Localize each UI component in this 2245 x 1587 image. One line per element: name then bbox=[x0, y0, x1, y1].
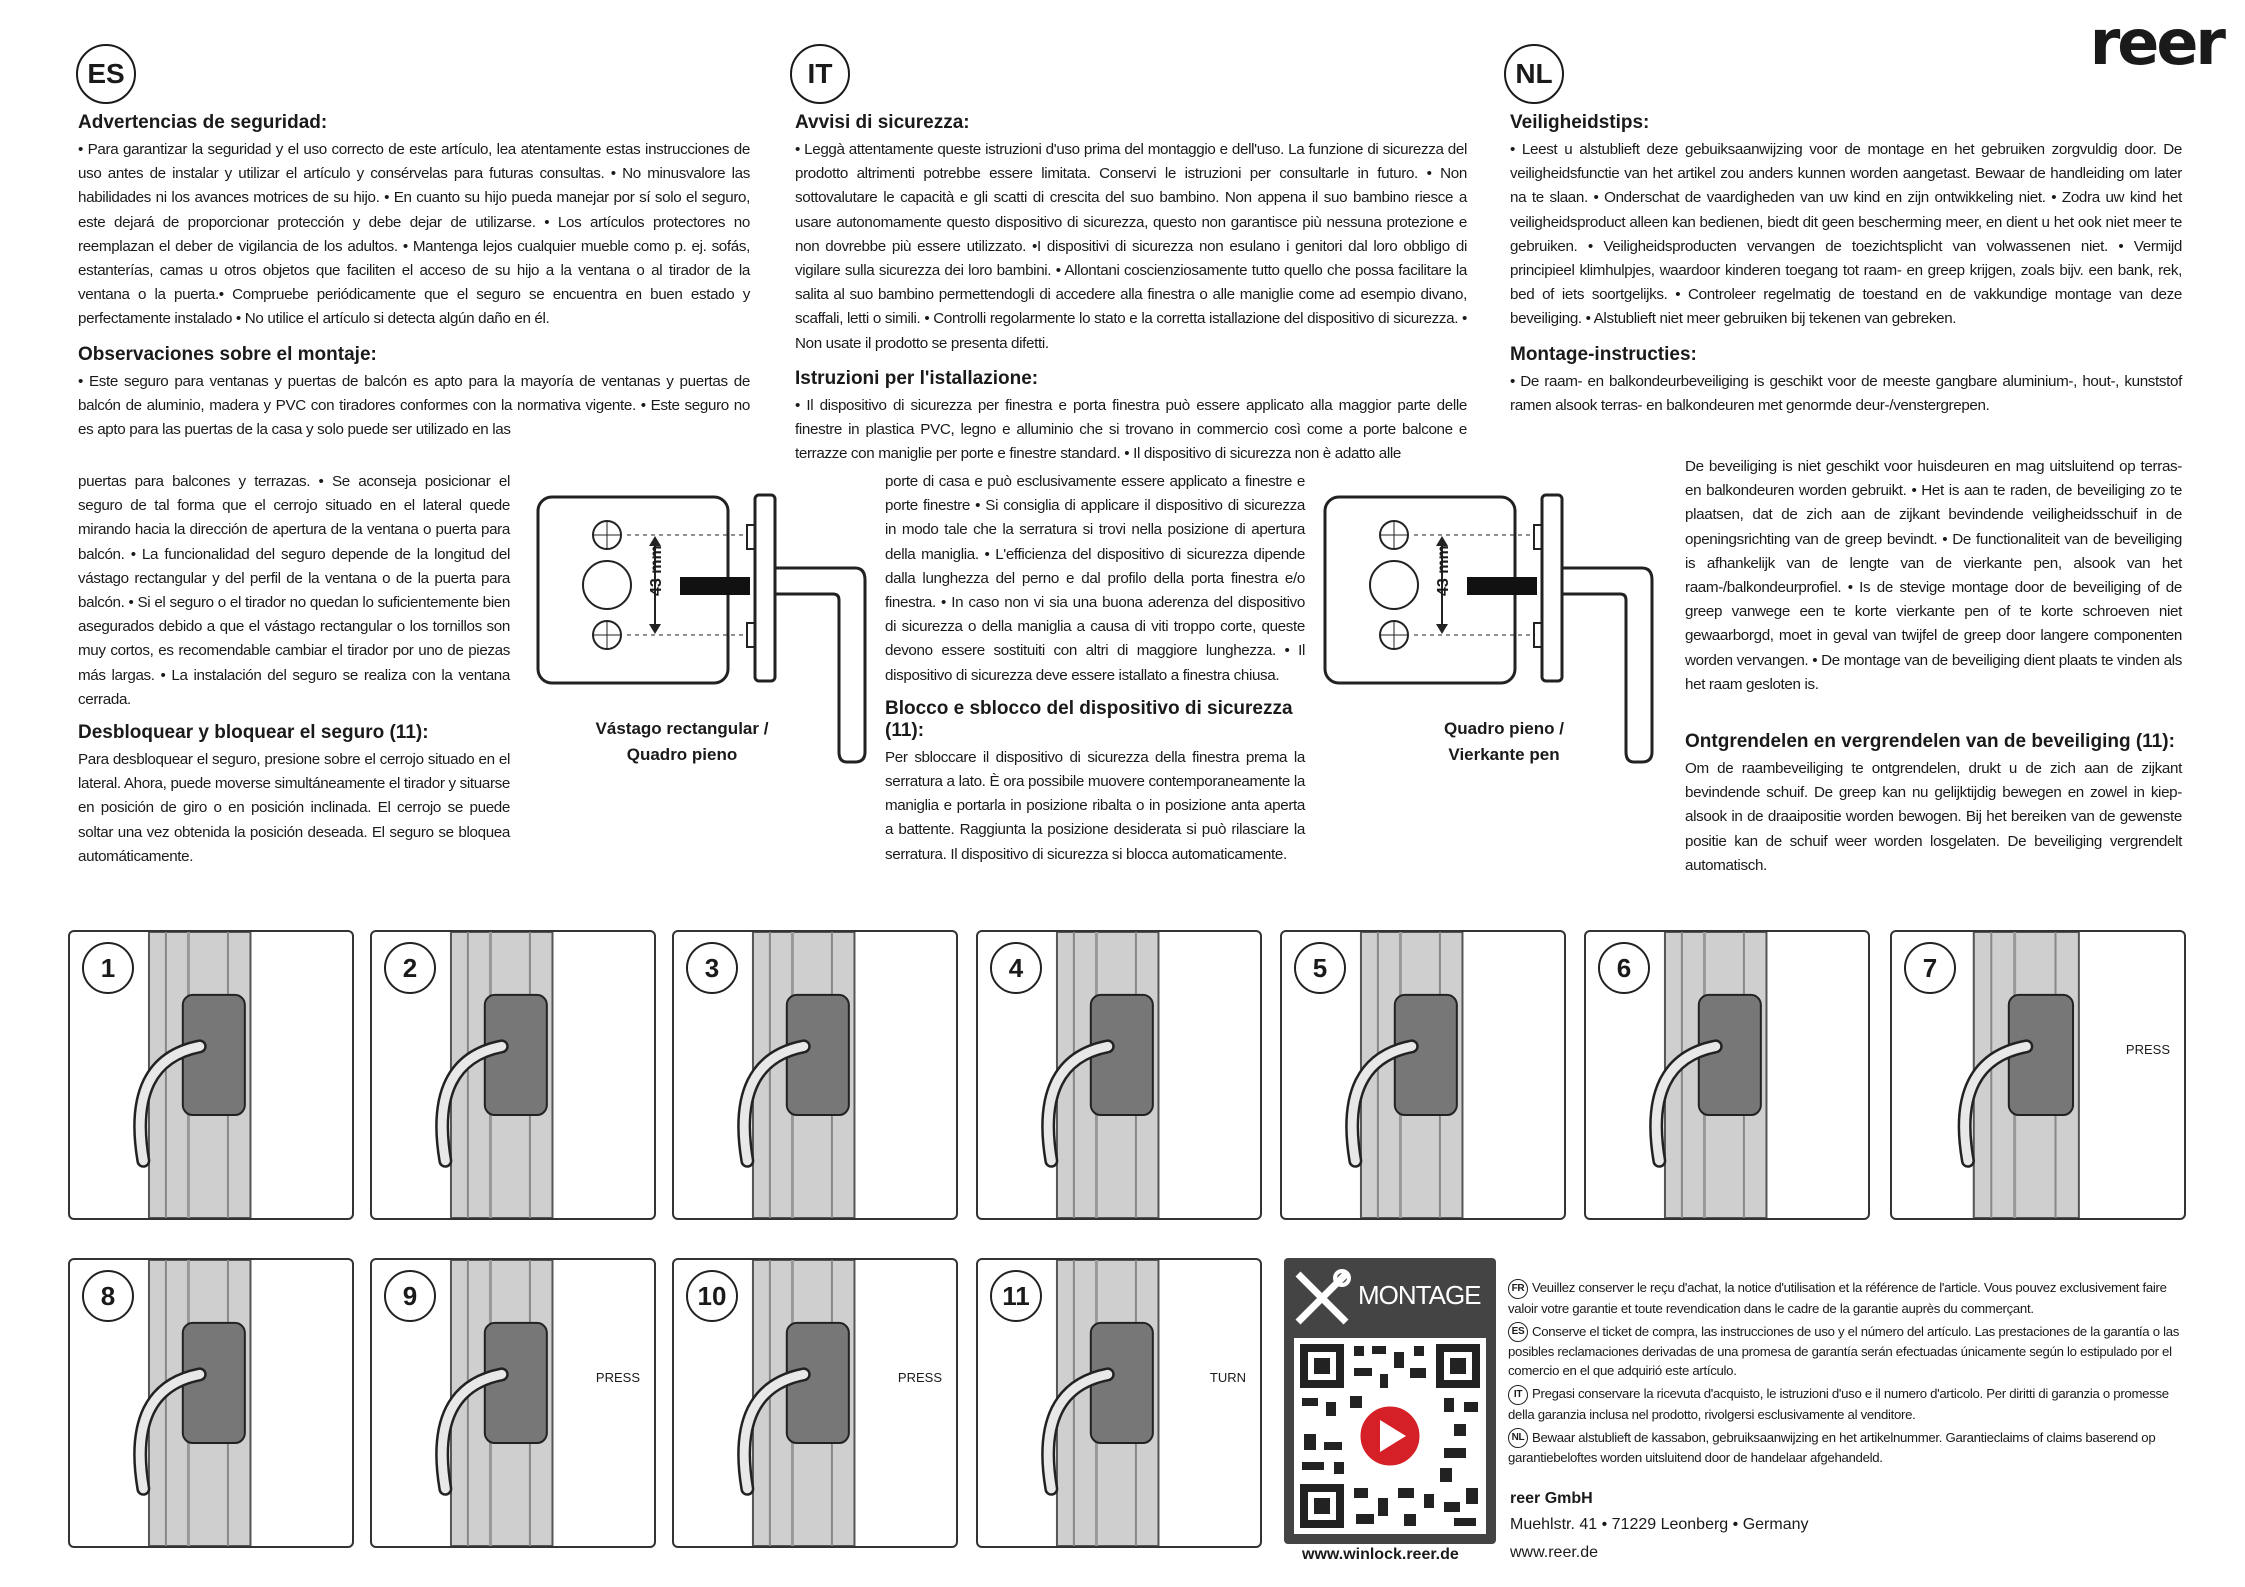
step-panel-10 bbox=[672, 1258, 958, 1548]
montage-url[interactable]: www.winlock.reer.de bbox=[1302, 1546, 1459, 1563]
it-text-install-a: • Il dispositivo di sicurezza per finestra e porta finestra può essere applicato alla maggior parte delle finestre in plastica PVC, legno e alluminio che si trovano in commercio così come a porte balcone e terrazze con maniglie per porte e finestre standard. • Il dispositivo di sicurezza non è adatto alle bbox=[795, 396, 1467, 463]
nl-text-safety: • Leest u alstublieft deze gebuiksaanwijzing voor de montage en het gebruiken zorgvuldig door. De veiligheidsfunctie van het artikel zou anders kunnen worden aangetast. Bewaar de handleiding om later na te slaan. • Onderschat de vaardigheden van uw kind en zijn ontwikkeling niet. • Zodra uw kind het veiligheidsproduct alleen kan bedienen, biedt dit geen bescherming meer, en dient u het ook niet meer te gebruiken. • Veiligheidsproducten vervangen de toezichtsplicht van volwassenen niet. • Vermijd principieel klimhulpjes, waardoor kinderen toegang tot raam- en greep krijgen, zoals bijv. een bank, rek, bed of iets soortgelijks. • Controleer regelmatig de toestand en de vakkundige montage van deze beveiliging. • Alstublieft niet meer gebruiken bij tekenen van gebreken. bbox=[1510, 141, 2182, 328]
step-panel-3 bbox=[672, 930, 958, 1220]
step-panel-2 bbox=[370, 930, 656, 1220]
nl-column bbox=[1510, 112, 2182, 418]
company-website[interactable]: www.reer.de bbox=[1510, 1544, 1599, 1561]
step-number-11: 11 bbox=[990, 1270, 1042, 1322]
nl-heading-safety: Veiligheidstips: bbox=[1510, 112, 1650, 133]
nl-text-mounting-a: • De raam- en balkondeurbeveiliging is geschikt voor de meeste gangbare aluminium-, hout-, kunststof ramen alsook terras- en balkondeuren met genormde deur-/venstergrepen. bbox=[1510, 372, 2182, 414]
step-number-3: 3 bbox=[686, 942, 738, 994]
step-panel-9 bbox=[370, 1258, 656, 1548]
step-number-4: 4 bbox=[990, 942, 1042, 994]
es-text-lock: Para desbloquear el seguro, presione sobre el cerrojo situado en el lateral. Ahora, puede moverse simultáneamente el tirador y situarse en posición de giro o en posición inclinada. El cerrojo se puede soltar una vez obtenida la posición deseada. El seguro se bloquea automáticamente. bbox=[78, 751, 510, 865]
company-address: Muehlstr. 41 • 71229 Leonberg • Germany bbox=[1510, 1516, 1809, 1533]
dimension-label-1: 43 mm bbox=[648, 545, 665, 596]
step-panel-8 bbox=[68, 1258, 354, 1548]
es-column-narrow bbox=[78, 470, 510, 869]
warranty-nl: Bewaar alstublieft de kassabon, gebruiksaanwijzing en het artikelnummer. Garantieclaims of claims baserend op garantiebeloftes worden uitsluitend door de handelaar afgehandeld. bbox=[1508, 1429, 2156, 1466]
caption-es-1: Vástago rectangular / bbox=[595, 719, 769, 738]
nl-heading-lock: Ontgrendelen en vergrendelen van de beveiliging (11): bbox=[1685, 731, 2175, 753]
it-text-safety: • Leggà attentamente queste istruzioni d'uso prima del montaggio e dell'uso. La funzione di sicurezza del prodotto altrimenti potrebbe essere limitata. Conservi le istruzioni per consultarle in futuro. • Non sottovalutare le capacità e gli scatti di crescita del suo bambino. Non appena il suo bambino riesce a usare autonomamente questo dispositivo di sicurezza, questo non garantisce più nessuna protezione e non dovrebbe più essere utilizzato. •I dispositivi di sicurezza non esulano i genitori dal loro obbligo di vigilare sulla sicurezza dei loro bambini. • Allontani coscienziosamente tutto quello che possa facilitare la salita al suo bambino permettendogli di accedere alla finestra o alle maniglie come ad esempio divano, scaffali, letti o simili. • Controlli regolarmente lo stato e la corretta istallazione del dispositivo di sicurezza. • Non usate il prodotto se presenta difetti. bbox=[795, 141, 1467, 352]
lang-badge-it: IT bbox=[790, 44, 850, 104]
qr-code[interactable] bbox=[1294, 1338, 1486, 1534]
step-number-5: 5 bbox=[1294, 942, 1346, 994]
step-number-8: 8 bbox=[82, 1270, 134, 1322]
it-column bbox=[795, 112, 1467, 466]
step-panel-7 bbox=[1890, 930, 2186, 1220]
it-column-narrow bbox=[885, 470, 1305, 867]
step-panel-11 bbox=[976, 1258, 1262, 1548]
lang-badge-nl: NL bbox=[1504, 44, 1564, 104]
montage-qr-block[interactable] bbox=[1284, 1258, 1496, 1544]
step-panel-6 bbox=[1584, 930, 1870, 1220]
es-heading-mounting: Observaciones sobre el montaje: bbox=[78, 343, 377, 365]
step-panel-1 bbox=[68, 930, 354, 1220]
warranty-fr: Veuillez conserver le reçu d'achat, la notice d'utilisation et la référence de l'article. Vous pouvez exclusivement faire valoir votre garantie et toute revendication dans le cadre de la garantie auprès du commerçant. bbox=[1508, 1280, 2167, 1316]
step-number-6: 6 bbox=[1598, 942, 1650, 994]
lang-badge-es: ES bbox=[76, 44, 136, 104]
it-text-install-b: porte di casa e può esclusivamente essere applicato a finestre e porte finestre • Si consiglia di applicare il dispositivo di sicurezza in modo tale che la serratura si trovi nella posizione di apertura della maniglia. • L'efficienza del dispositivo di sicurezza dipende dalla lunghezza del perno e dal profilo della porta finestra e/o finestra. • In caso non vi sia una buona aderenza del dispositivo di sicurezza o della maniglia a causa di viti troppo corte, queste devono essere sostituiti con altri di maggiore lunghezza. • Il dispositivo di sicurezza deve essere istallato a finestra chiusa. bbox=[885, 473, 1305, 684]
step-number-9: 9 bbox=[384, 1270, 436, 1322]
turn-label: TURN bbox=[1209, 1370, 1246, 1385]
tools-icon bbox=[1292, 1268, 1352, 1328]
warranty-it: Pregasi conservare la ricevuta d'acquisto, le istruzioni d'uso e il numero d'articolo. Per diritti di garanzia o promesse della garanzia inclusa nel prodotto, rivolgersi esclusivamente al venditore. bbox=[1508, 1386, 2169, 1422]
es-heading-lock: Desbloquear y bloquear el seguro (11): bbox=[78, 722, 429, 744]
es-text-mounting-a: • Este seguro para ventanas y puertas de balcón es apto para la mayoría de ventanas y puertas de balcón de aluminio, madera y PVC con tiradores conformes con la normativa vigente. • Este seguro no es apto para las puertas de la casa y solo puede ser utilizado en las bbox=[78, 372, 750, 439]
lang-badge-fr-small: FR bbox=[1508, 1279, 1528, 1299]
press-label: PRESS bbox=[897, 1370, 942, 1385]
es-text-mounting-b: puertas para balcones y terrazas. • Se aconseja posicionar el seguro de tal forma que el cerrojo situado en el lateral quede mirando hacia la dirección de apertura de la ventana o puerta para balcón. • La funcionalidad del seguro depende de la longitud del vástago rectangular y del perfil de la ventana o de la puerta para balcón. • Si el seguro o el tirador no quedan lo suficientemente bien asegurados debido a que el vástago rectangular o los tornillos son muy cortos, es recomendable cambiar el tirador por uno de piezas más largas. • La instalación del seguro se realiza con la ventana cerrada. bbox=[78, 473, 510, 708]
caption-nl-1: Quadro pieno / bbox=[1444, 719, 1564, 738]
montage-label: MONTAGE bbox=[1358, 1280, 1481, 1310]
company-name: reer GmbH bbox=[1510, 1490, 1593, 1507]
step-panel-4 bbox=[976, 930, 1262, 1220]
nl-column-narrow bbox=[1685, 455, 2182, 878]
caption-es-2: Quadro pieno bbox=[626, 745, 738, 764]
step-number-10: 10 bbox=[686, 1270, 738, 1322]
press-label: PRESS bbox=[2125, 1042, 2170, 1057]
dimension-label-2: 43 mm bbox=[1435, 545, 1452, 596]
warranty-notes bbox=[1508, 1278, 2188, 1467]
it-text-lock: Per sbloccare il dispositivo di sicurezza della finestra prema la serratura a lato. È ora possibile muovere contemporaneamente la maniglia e portarla in posizione ribalta o in posizione anta aperta a battente. Raggiunta la posizione desiderata si può rilasciare la serratura. Il dispositivo di sicurezza si blocca automaticamente. bbox=[885, 748, 1305, 863]
lang-badge-it-small: IT bbox=[1508, 1385, 1528, 1405]
warranty-es: Conserve el ticket de compra, las instrucciones de uso y el número del artículo. Las prestaciones de la garantía o las posibles reclamaciones derivadas de una promesa de garantía serán efectuadas únicamente según lo estipulado por el comercio en el que adquirió este artículo. bbox=[1508, 1323, 2180, 1379]
it-heading-lock: Blocco e sblocco del dispositivo di sicurezza (11): bbox=[885, 697, 1293, 741]
it-heading-install: Istruzioni per l'istallazione: bbox=[795, 367, 1039, 389]
step-number-7: 7 bbox=[1904, 942, 1956, 994]
step-number-1: 1 bbox=[82, 942, 134, 994]
es-text-safety: • Para garantizar la seguridad y el uso correcto de este artículo, lea atentamente estas instrucciones de uso antes de instalar y utilizar el artículo y consérvelas para futuras consultas. • No minusvalore las habilidades ni los avances motrices de su hijo. • En cuanto su hijo pueda manejar por sí solo el seguro, este dejará de proporcionar protección y debe dejar de utilizarse. • Los artículos protectores no reemplazan el deber de vigilancia de los adultos. • Mantenga lejos cualquier mueble como p. ej. sofás, estanterías, camas u otros objetos que faciliten el acceso de su hijo a la ventana o al tirador de la ventana o la puerta.• Compruebe periódicamente que el seguro se encuentra en buen estado y perfectamente instalado • No utilice el artículo si detecta algún daño en él. bbox=[78, 141, 750, 328]
lang-badge-nl-small: NL bbox=[1508, 1428, 1528, 1448]
es-column bbox=[78, 112, 750, 442]
step-panel-5 bbox=[1280, 930, 1566, 1220]
nl-text-mounting-b: De beveiliging is niet geschikt voor huisdeuren en mag uitsluitend op terras- en balkondeuren worden gebruikt. • Het is aan te raden, de beveiliging zo te plaatsen, dat de zich aan de zijkant bevindende veiligheidsschuif in de openingsrichting van de greep bevindt. • De functionaliteit van de beveiliging is afhankelijk van de lengte van de vierkante pen, alsook van het raam-/balkondeurprofiel. • Is de stevige montage door de beveiliging of de greep vanwege een te korte vierkante pen of te korte schroeven niet gewaarborgd, moet in geval van twijfel de greep door langere componenten worden vervangen. • De montage van de beveiliging dient plaats te vinden als het raam gesloten is. bbox=[1685, 458, 2182, 693]
nl-heading-mounting: Montage-instructies: bbox=[1510, 343, 1697, 365]
it-heading-safety: Avvisi di sicurezza: bbox=[795, 112, 970, 133]
brand-logo: reer bbox=[2089, 6, 2223, 79]
nl-text-lock: Om de raambeveiliging te ontgrendelen, drukt u de zich aan de zijkant bevindende schuif. De greep kan nu gelijktijdig bewegen en zowel in kiep- alsook in de draaipositie worden bewogen. Bij het bereiken van de gewenste positie kan de schuif weer worden losgelaten. De beveiliging vergrendelt automatisch. bbox=[1685, 760, 2182, 874]
lang-badge-es-small: ES bbox=[1508, 1322, 1528, 1342]
step-number-2: 2 bbox=[384, 942, 436, 994]
caption-nl-2: Vierkante pen bbox=[1448, 745, 1560, 764]
es-heading-safety: Advertencias de seguridad: bbox=[78, 112, 328, 133]
press-label: PRESS bbox=[595, 1370, 640, 1385]
